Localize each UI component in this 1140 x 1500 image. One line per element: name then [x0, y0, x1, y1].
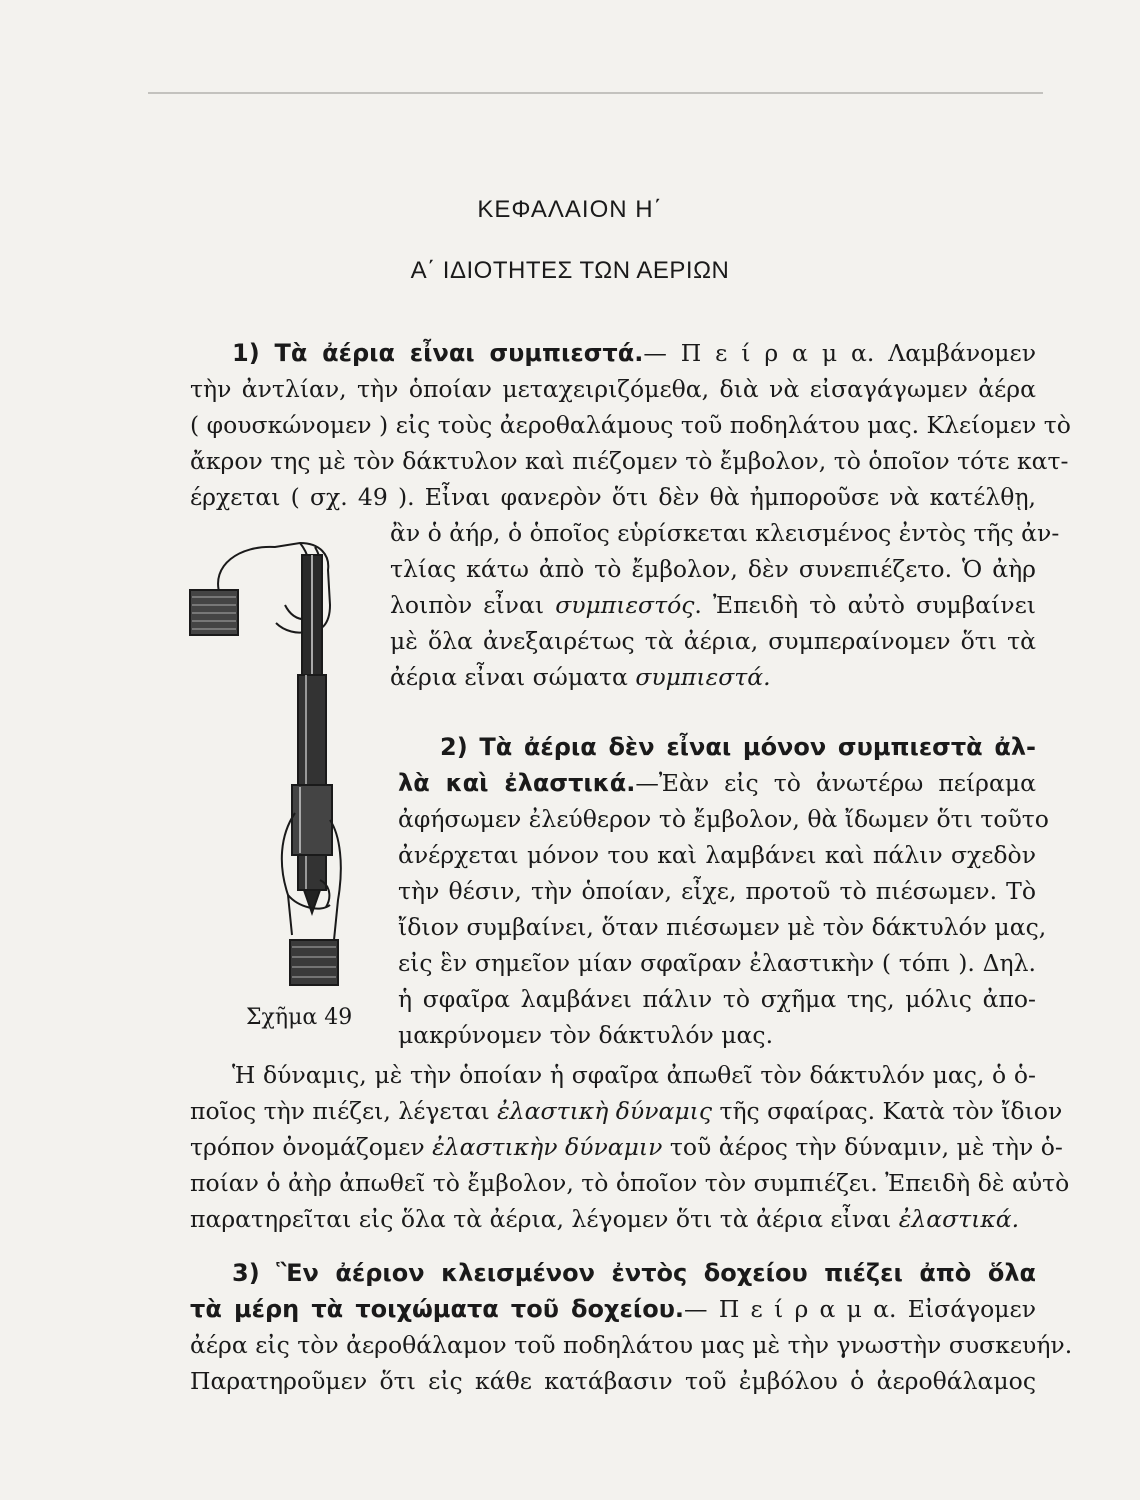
s1-heading: 1) Τὰ ἀέρια εἶναι συμπιεστά.	[232, 339, 644, 367]
s1-line-10: ἀέρια εἶναι σώματα συμπιεστά.	[390, 663, 771, 691]
s2-heading: 2) Τὰ ἀέρια δὲν εἶναι μόνον συμπιεστὰ ἀλ-	[440, 733, 1036, 761]
p3-line-2: ποῖος τὴν πιέζει, λέγεται ἐλαστικὴ δύναμις τῆς σφαίρας. Κατὰ τὸν ἴδιον	[190, 1097, 1063, 1125]
section-title: Α΄ ΙΔΙΟΤΗΤΕΣ ΤΩΝ ΑΕΡΙΩΝ	[410, 257, 730, 284]
s1-line-7: τλίας κάτω ἀπὸ τὸ ἔμβολον, δὲν συνεπιέζετο. Ὁ ἀὴρ	[390, 555, 1036, 583]
s2-line-4: ἀνέρχεται μόνον του καὶ λαμβάνει καὶ πάλιν σχεδὸν	[398, 841, 1036, 869]
s3-line-3: ἀέρα εἰς τὸν ἀεροθάλαμον τοῦ ποδηλάτου μας μὲ τὴν γνωστὴν συσκευήν.	[190, 1331, 1073, 1359]
s2-line-8: ἡ σφαῖρα λαμβάνει πάλιν τὸ σχῆμα της, μόλις ἀπο-	[398, 985, 1036, 1013]
s2-line-1	[440, 730, 1036, 764]
s3-line-2: τὰ μέρη τὰ τοιχώματα τοῦ δοχείου.— Π ε ί ρ α μ α. Εἰσάγομεν	[190, 1295, 1036, 1323]
s1-line-9: μὲ ὅλα ἀνεξαιρέτως τὰ ἀέρια, συμπεραίνομεν ὅτι τὰ	[390, 627, 1036, 655]
s3-line-4: Παρατηροῦμεν ὅτι εἰς κάθε κατάβασιν τοῦ ἐμβόλου ὁ ἀεροθάλαμος	[190, 1367, 1036, 1395]
p3-line-1: Ἡ δύναμις, μὲ τὴν ὁποίαν ἡ σφαῖρα ἀπωθεῖ τὸν δάκτυλόν μας, ὁ ὁ-	[232, 1061, 1036, 1089]
pump-hand-illustration	[180, 535, 390, 990]
s2-line-2: λὰ καὶ ἐλαστικά.—Ἐὰν εἰς τὸ ἀνωτέρω πείραμα	[398, 769, 1037, 797]
p3-line-3: τρόπον ὀνομάζομεν ἐλαστικὴν δύναμιν τοῦ ἀέρος τὴν δύναμιν, μὲ τὴν ὁ-	[190, 1133, 1063, 1161]
experiment-label: Π ε ί ρ α μ α.	[680, 339, 875, 367]
s1-line-5: έρχεται ( σχ. 49 ). Εἶναι φανερὸν ὅτι δὲν θὰ ἠμποροῦσε νὰ κατέλθῃ,	[190, 483, 1036, 511]
s2-line-9: μακρύνομεν τὸν δάκτυλόν μας.	[398, 1021, 774, 1049]
chapter-title: ΚΕΦΑΛΑΙΟΝ Η΄	[477, 196, 663, 223]
header-rule	[148, 92, 1043, 94]
s2-line-3: ἀφήσωμεν ἐλεύθερον τὸ ἔμβολον, θὰ ἴδωμεν ὅτι τοῦτο	[398, 805, 1049, 833]
figure-caption: Σχῆμα 49	[246, 1005, 353, 1030]
s2-line-6: ἴδιον συμβαίνει, ὅταν πιέσωμεν μὲ τὸν δάκτυλόν μας,	[398, 913, 1047, 941]
s1-line-2: τὴν ἀντλίαν, τὴν ὁποίαν μεταχειριζόμεθα, διὰ νὰ εἰσαγάγωμεν ἀέρα	[190, 375, 1036, 403]
s1-line-4: ἄκρον της μὲ τὸν δάκτυλον καὶ πιέζομεν τὸ ἔμβολον, τὸ ὁποῖον τότε κατ-	[190, 447, 1069, 475]
p3-line-5: παρατηρεῖται εἰς ὅλα τὰ ἀέρια, λέγομεν ὅτι τὰ ἀέρια εἶναι ἐλαστικά.	[190, 1205, 1020, 1233]
s2-line-5: τὴν θέσιν, τὴν ὁποίαν, εἶχε, προτοῦ τὸ πιέσωμεν. Τὸ	[398, 877, 1036, 905]
s3-heading: 3) Ἓν ἀέριον κλεισμένον ἐντὸς δοχείου πιέζει ἀπὸ ὅλα	[232, 1259, 1036, 1287]
s1-line-8: λοιπὸν εἶναι συμπιεστός. Ἐπειδὴ τὸ αὐτὸ συμβαίνει	[390, 591, 1036, 619]
p3-line-4: ποίαν ὁ ἀὴρ ἀπωθεῖ τὸ ἔμβολον, τὸ ὁποῖον τὸν συμπιέζει. Ἐπειδὴ δὲ αὐτὸ	[190, 1169, 1070, 1197]
s2-line-7: εἰς ἓν σημεῖον μίαν σφαῖραν ἐλαστικὴν ( τόπι ). Δηλ.	[398, 949, 1036, 977]
s1-line-1: 1) Τὰ ἀέρια εἶναι συμπιεστά.— Π ε ί ρ α μ α. Λαμβάνομεν	[232, 339, 1036, 367]
s1-line-6: ἂν ὁ ἀήρ, ὁ ὁποῖος εὑρίσκεται κλεισμένος ἐντὸς τῆς ἀν-	[390, 519, 1060, 547]
s1-line-3: ( φουσκώνομεν ) εἰς τοὺς ἀεροθαλάμους τοῦ ποδηλάτου μας. Κλείομεν τὸ	[190, 411, 1071, 439]
s3-line-1	[232, 1256, 1036, 1290]
